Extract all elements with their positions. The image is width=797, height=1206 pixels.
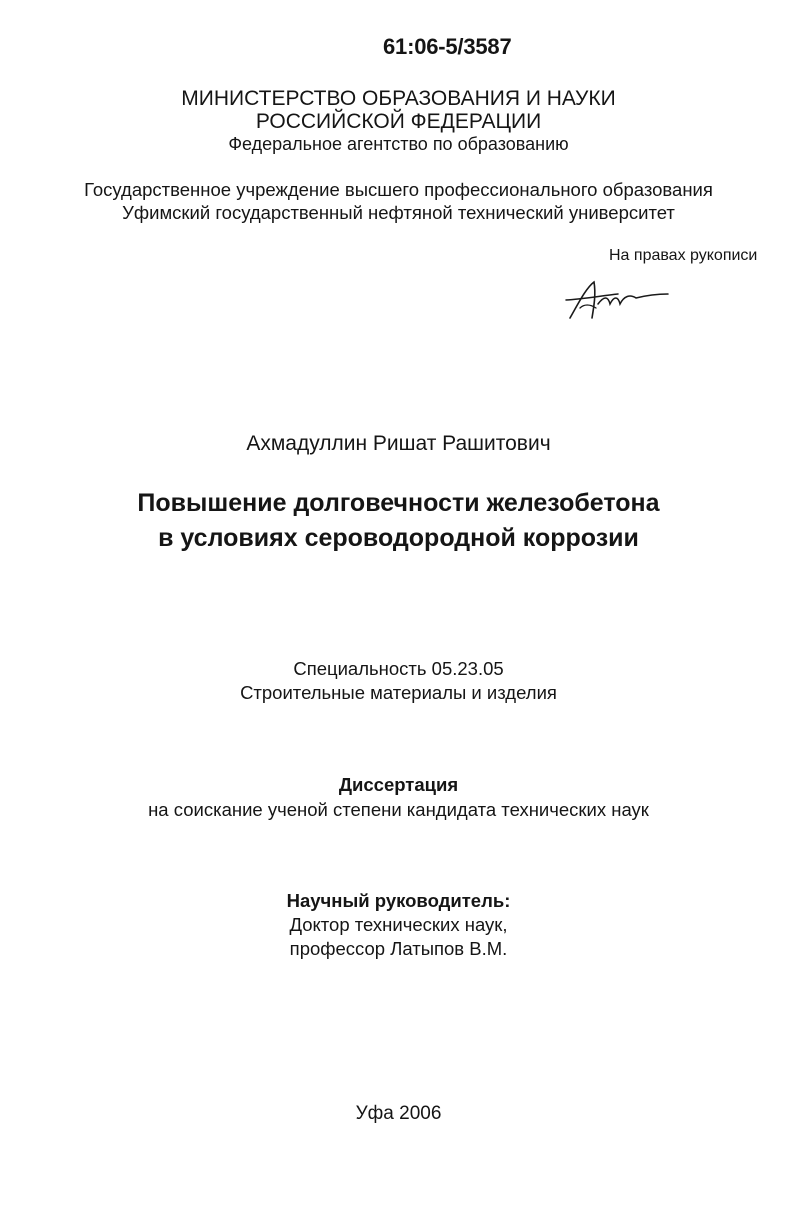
supervisor-name: профессор Латыпов В.М. <box>289 938 508 959</box>
city-year: Уфа 2006 <box>355 1103 442 1124</box>
archive-code: 61:06-5/3587 <box>383 34 512 59</box>
author-name: Ахмадуллин Ришат Рашитович <box>246 432 551 455</box>
dissertation-label: Диссертация <box>338 774 459 795</box>
rights-note: На правах рукописи <box>609 247 758 264</box>
thesis-title-line-1: Повышение долговечности железобетона <box>137 489 660 517</box>
institution-line-1: Государственное учреждение высшего профессионального образования <box>84 179 713 200</box>
dissertation-purpose: на соискание ученой степени кандидата технических наук <box>148 799 649 820</box>
supervisor-degree: Доктор технических наук, <box>289 914 508 935</box>
specialty-code: Специальность 05.23.05 <box>293 658 504 679</box>
handwritten-signature <box>560 274 672 324</box>
ministry-line-2: РОССИЙСКОЙ ФЕДЕРАЦИИ <box>255 110 542 133</box>
thesis-title-line-2: в условиях сероводородной коррозии <box>158 524 639 552</box>
specialty-name: Строительные материалы и изделия <box>240 682 557 703</box>
institution-line-2: Уфимский государственный нефтяной технический университет <box>122 202 675 223</box>
ministry-line-1: МИНИСТЕРСТВО ОБРАЗОВАНИЯ И НАУКИ <box>181 87 616 110</box>
supervisor-label: Научный руководитель: <box>286 890 511 911</box>
agency-name: Федеральное агентство по образованию <box>228 134 569 154</box>
